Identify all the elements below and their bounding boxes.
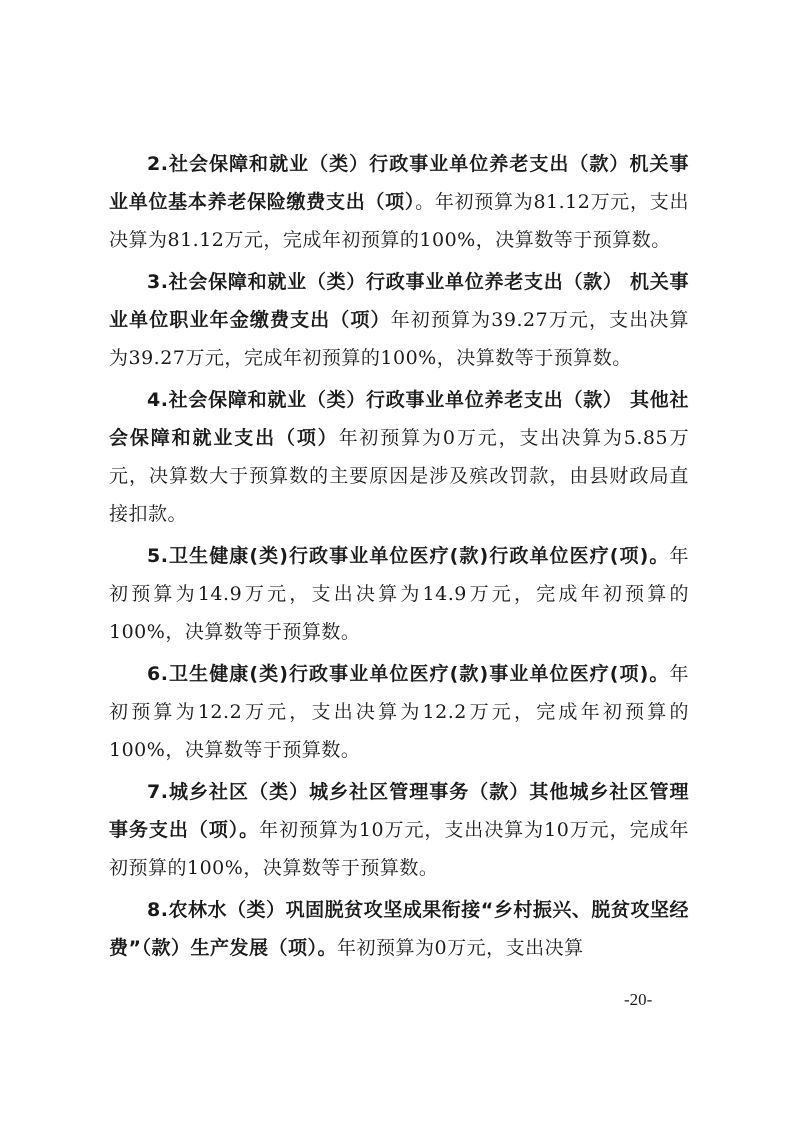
paragraph-item-5 xyxy=(109,537,689,651)
paragraph-heading: 6.卫生健康(类)行政事业单位医疗(款)事业单位医疗(项)。 xyxy=(147,663,670,685)
paragraph-item-3 xyxy=(109,263,689,377)
paragraph-text: 年初预算为0万元，支出决算 xyxy=(337,937,584,959)
page-number: -20- xyxy=(624,990,653,1009)
paragraph-text: 年初预算为12.2万元，支出决算为12.2万元，完成年初预算的100%，决算数等于预算数。 xyxy=(109,663,689,761)
paragraph-text: 。年初预算为81.12万元，支出决算为81.12万元，完成年初预算的100%，决算数等于预算数。 xyxy=(109,191,689,251)
paragraph-item-4 xyxy=(109,381,689,533)
paragraph-item-7 xyxy=(109,773,689,887)
paragraph-heading: 2.社会保障和就业（类）行政事业单位养老支出（款）机关事业单位基本养老保险缴费支出（项） xyxy=(109,153,689,213)
paragraph-heading: 8.农林水（类）巩固脱贫攻坚成果衔接“乡村振兴、脱贫攻坚经费”（款）生产发展（项）。 xyxy=(109,899,689,959)
paragraph-item-8 xyxy=(109,891,689,967)
paragraph-text: 年初预算为39.27万元，支出决算为39.27万元，完成年初预算的100%，决算数等于预算数。 xyxy=(109,309,689,369)
paragraph-text: 年初预算为0万元，支出决算为5.85万元，决算数大于预算数的主要原因是涉及殡改罚款，由县财政局直接扣款。 xyxy=(109,427,689,525)
paragraph-heading: 3.社会保障和就业（类）行政事业单位养老支出（款） 机关事业单位职业年金缴费支出（项） xyxy=(109,271,689,331)
paragraph-heading: 4.社会保障和就业（类）行政事业单位养老支出（款） 其他社会保障和就业支出（项） xyxy=(109,389,689,449)
paragraph-text: 年初预算为14.9万元，支出决算为14.9万元，完成年初预算的100%，决算数等于预算数。 xyxy=(109,545,689,643)
paragraph-heading: 7.城乡社区（类）城乡社区管理事务（款）其他城乡社区管理事务支出（项）。 xyxy=(109,781,689,841)
document-body xyxy=(109,145,689,967)
paragraph-heading: 5.卫生健康(类)行政事业单位医疗(款)行政单位医疗(项)。 xyxy=(147,545,670,567)
paragraph-item-2 xyxy=(109,145,689,259)
paragraph-item-6 xyxy=(109,655,689,769)
paragraph-text: 年初预算为10万元，支出决算为10万元，完成年初预算的100%，决算数等于预算数。 xyxy=(109,819,689,879)
